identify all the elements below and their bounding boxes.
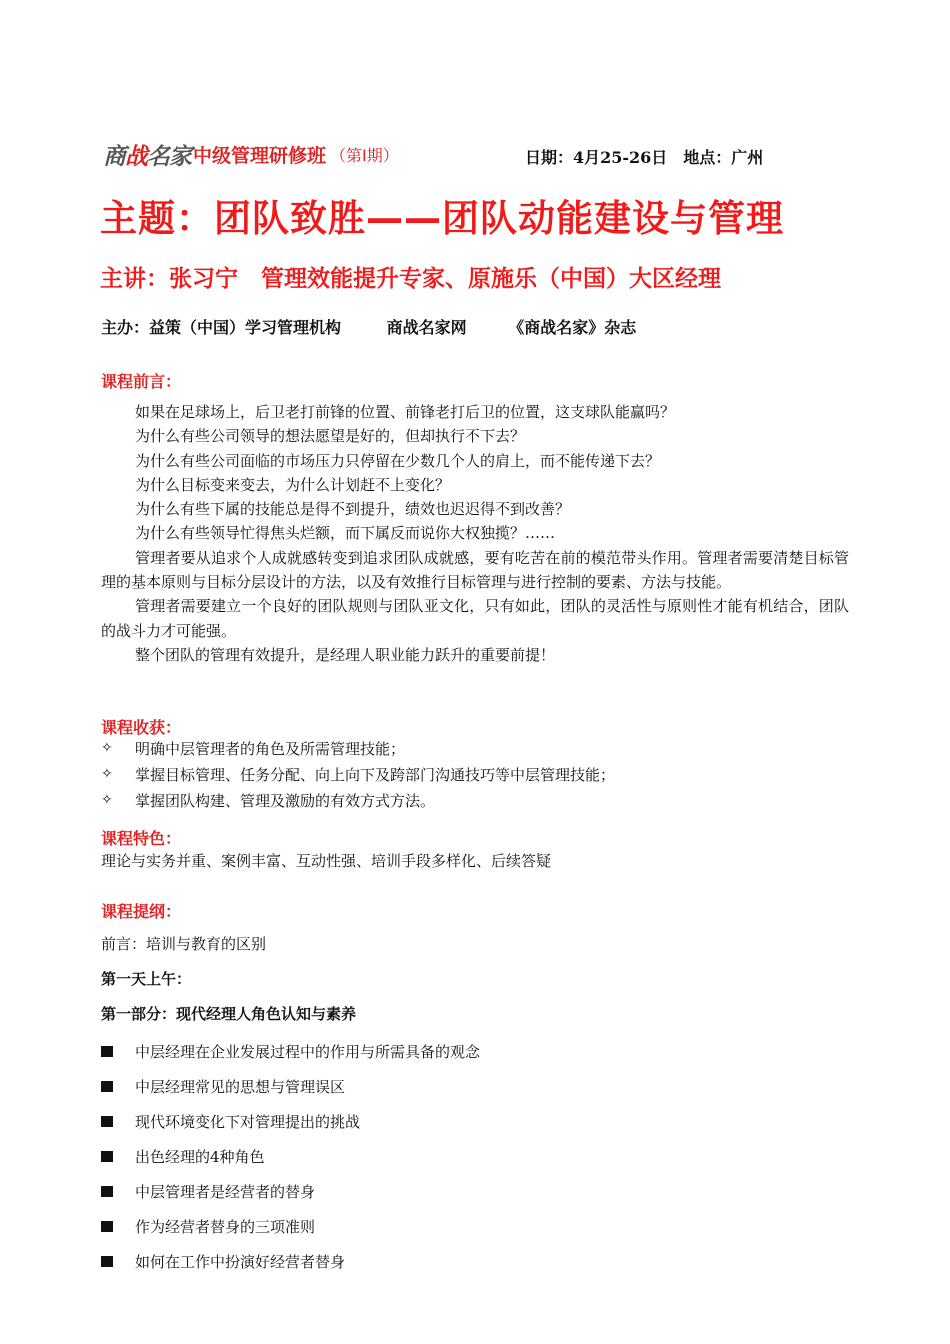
features-section-title: 课程特色： (101, 829, 182, 848)
square-bullet-icon (101, 1116, 113, 1127)
host-label: 主办：益策（中国）学习管理机构 (101, 318, 342, 337)
list-item: 作为经营者替身的三项准则 (101, 1209, 480, 1244)
outline-part-heading: 第一部分：现代经理人角色认知与素养 (101, 1005, 357, 1023)
square-bullet-icon (101, 1221, 113, 1232)
intro-paragraph: 为什么有些公司面临的市场压力只停留在少数几个人的肩上，而不能传递下去？ (135, 451, 661, 470)
intro-paragraph: 为什么有些公司领导的想法愿望是好的，但却执行不下去？ (135, 427, 526, 446)
outline-items-list (101, 1034, 480, 1279)
host-org-website: 商战名家网 (386, 318, 467, 337)
course-theme-title: 主题：团队致胜——团队动能建设与管理 (100, 197, 784, 240)
list-item: ✧ 掌握团队构建、管理及激励的有效方式方法。 (101, 791, 436, 810)
session-number: （第Ⅰ期） (330, 145, 399, 165)
list-item: ✧ 明确中层管理者的角色及所需管理技能； (101, 739, 406, 758)
header-line (103, 138, 399, 170)
outline-day-heading: 第一天上午： (101, 970, 192, 988)
intro-paragraph: 为什么有些下属的技能总是得不到提升，绩效也迟迟得不到改善？ (135, 500, 571, 519)
intro-section-title: 课程前言： (101, 372, 182, 391)
outline-preface: 前言：培训与教育的区别 (101, 935, 267, 953)
gains-section-title: 课程收获： (101, 718, 182, 737)
intro-paragraph: 管理者需要建立一个良好的团队规则与团队亚文化，只有如此，团队的灵活性与原则性才能有机结合，团队的战斗力才可能强。 (101, 597, 849, 640)
diamond-bullet-icon: ✧ (101, 766, 113, 782)
intro-text (101, 400, 849, 667)
list-item: 中层经理在企业发展过程中的作用与所需具备的观念 (101, 1034, 480, 1069)
list-item: 中层管理者是经营者的替身 (101, 1174, 480, 1209)
intro-paragraph: 如果在足球场上，后卫老打前锋的位置、前锋老打后卫的位置，这支球队能赢吗？ (135, 403, 676, 421)
list-item: 现代环境变化下对管理提出的挑战 (101, 1104, 480, 1139)
speaker-line: 主讲：张习宁 管理效能提升专家、原施乐（中国）大区经理 (100, 266, 721, 292)
intro-paragraph: 整个团队的管理有效提升，是经理人职业能力跃升的重要前提！ (135, 645, 556, 664)
intro-paragraph: 管理者要从追求个人成就感转变到追求团队成就感，要有吃苦在前的模范带头作用。管理者需要清楚目标管理的基本原则与目标分层设计的方法，以及有效推行目标管理与进行控制的要素、方法与技能。 (101, 548, 849, 592)
intro-paragraph: 为什么有些领导忙得焦头烂额，而下属反而说你大权独揽？…… (135, 524, 556, 543)
host-org-magazine: 《商战名家》杂志 (508, 318, 637, 337)
list-item: 中层经理常见的思想与管理误区 (101, 1069, 480, 1104)
features-text: 理论与实务并重、案例丰富、互动性强、培训手段多样化、后续答疑 (101, 852, 552, 870)
list-item: 如何在工作中扮演好经营者替身 (101, 1244, 480, 1279)
square-bullet-icon (101, 1256, 113, 1267)
outline-section-title: 课程提纲： (101, 902, 182, 921)
list-item: ✧ 掌握目标管理、任务分配、向上向下及跨部门沟通技巧等中层管理技能； (101, 765, 616, 784)
brand-logo: 商战名家 (103, 143, 191, 170)
diamond-bullet-icon: ✧ (101, 792, 113, 808)
diamond-bullet-icon: ✧ (101, 740, 113, 756)
list-item: 出色经理的4种角色 (101, 1139, 480, 1174)
course-name: 中级管理研修班 (193, 144, 327, 167)
gains-list (101, 735, 615, 813)
host-line (101, 315, 636, 338)
square-bullet-icon (101, 1046, 113, 1057)
square-bullet-icon (101, 1186, 113, 1197)
intro-paragraph: 为什么目标变来变去，为什么计划赶不上变化？ (135, 475, 451, 494)
date-location: 日期：4月25-26日 地点：广州 (525, 148, 764, 167)
square-bullet-icon (101, 1151, 113, 1162)
square-bullet-icon (101, 1081, 113, 1092)
